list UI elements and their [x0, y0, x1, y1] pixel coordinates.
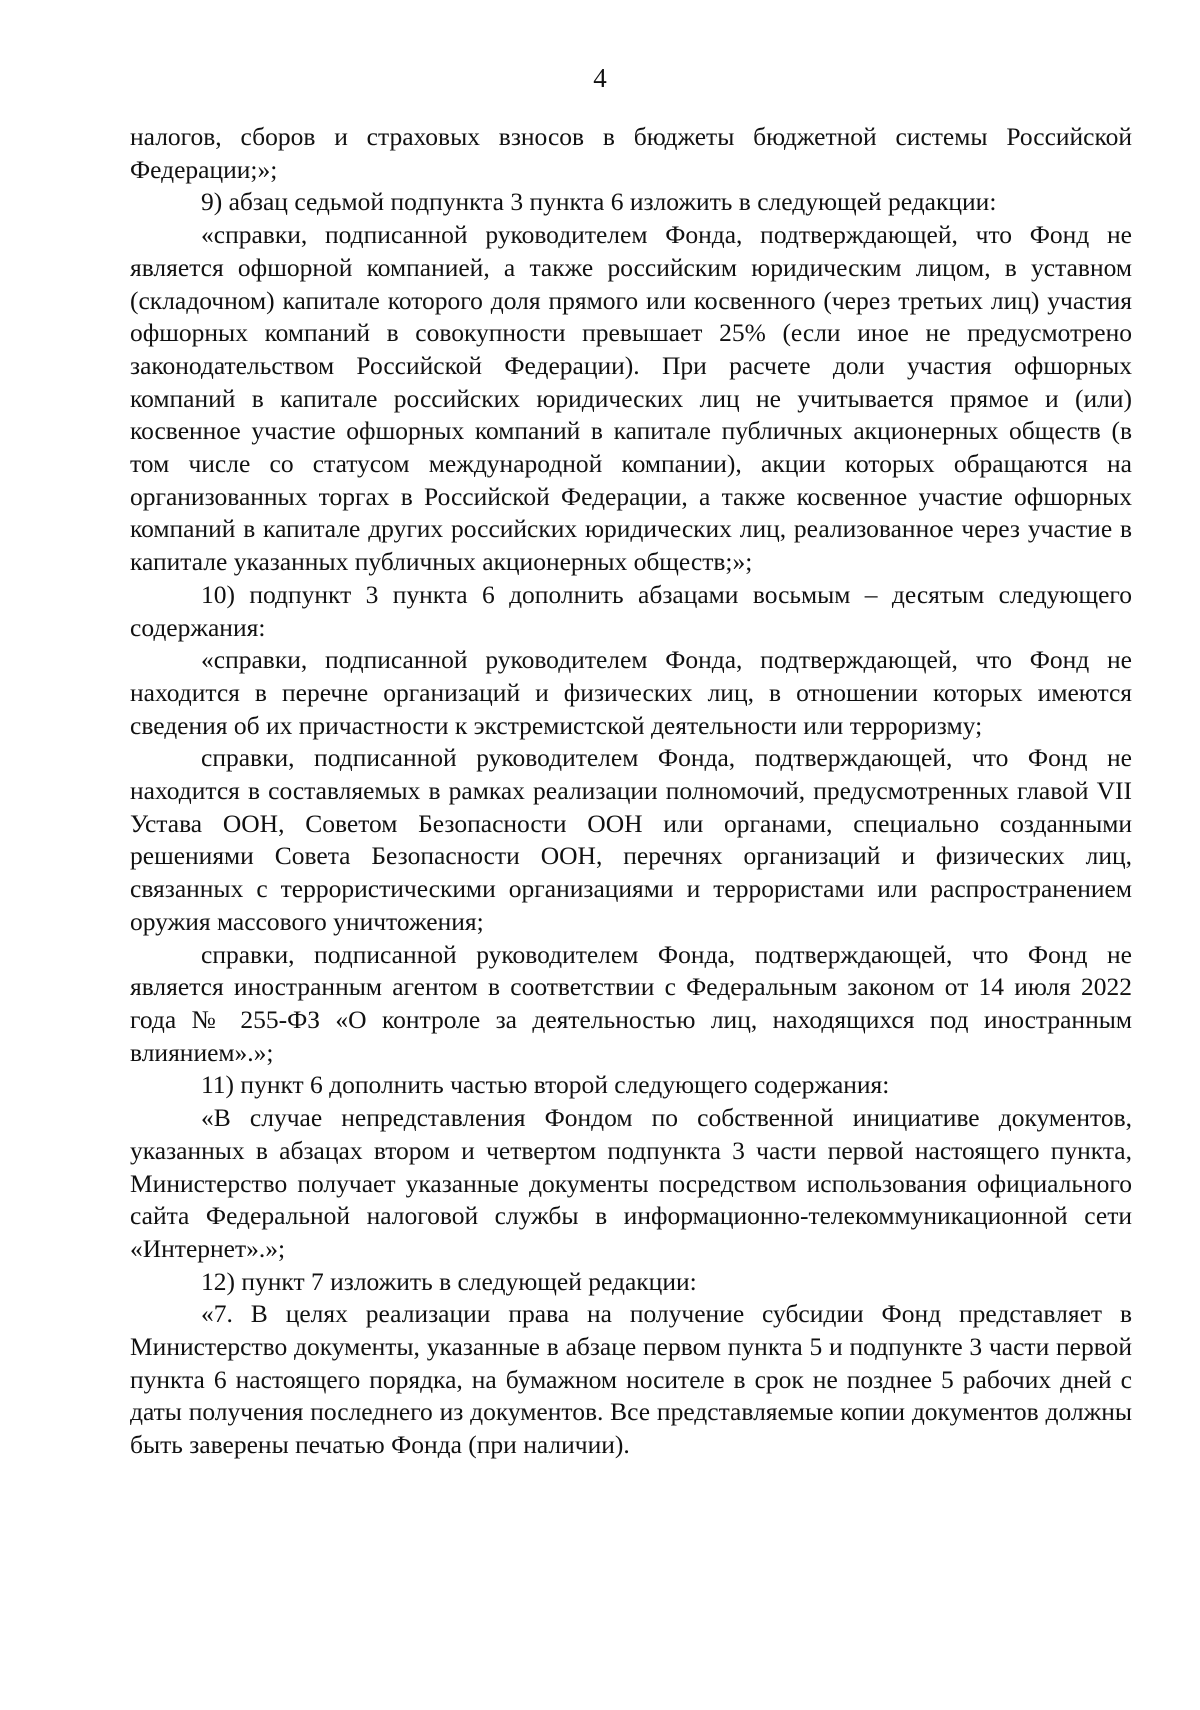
paragraph-8: 11) пункт 6 дополнить частью второй следующего содержания: — [201, 1070, 890, 1100]
paragraph-2: 9) абзац седьмой подпункта 3 пункта 6 изложить в следующей редакции: — [201, 187, 997, 217]
paragraph-4: 10) подпункт 3 пункта 6 дополнить абзацами восьмым – десятым следующего содержания: — [130, 579, 1132, 642]
paragraph-3: «справки, подписанной руководителем Фонда, подтверждающей, что Фонд не является офшорной компанией, а также российским юридическим лицом, в уставном (складочном) капитале которого доля прямого или косвенного (через третьих лиц) участия офшорных компаний в совокупности превышает 25% (если иное не предусмотрено законодательством Российской Федерации). При расчете доли участия офшорных компаний в капитале российских юридических лиц не учитывается прямое и (или) косвенное участие офшорных компаний в капитале публичных акционерных обществ (в том числе со статусом международной компании), акции которых обращаются на организованных торгах в Российской Федерации, а также косвенное участие офшорных компаний в капитале других российских юридических лиц, реализованное через участие в капитале указанных публичных акционерных обществ;»; — [130, 220, 1132, 577]
paragraph-7: справки, подписанной руководителем Фонда, подтверждающей, что Фонд не является иностранным агентом в соответствии с Федеральным законом от 14 июля 2022 года № 255-ФЗ «О контроле за деятельностью лиц, находящихся под иностранным влиянием».»; — [130, 939, 1132, 1067]
document-body — [130, 121, 1132, 1462]
paragraph-5: «справки, подписанной руководителем Фонда, подтверждающей, что Фонд не находится в перечне организаций и физических лиц, в отношении которых имеются сведения об их причастности к экстремистской деятельности или терроризму; — [130, 645, 1132, 740]
paragraph-1: налогов, сборов и страховых взносов в бюджеты бюджетной системы Российской Федерации;»; — [130, 122, 1132, 184]
page-number: 4 — [593, 63, 607, 93]
paragraph-10: 12) пункт 7 изложить в следующей редакции: — [201, 1266, 697, 1296]
paragraph-11: «7. В целях реализации права на получение субсидии Фонд представляет в Министерство документы, указанные в абзаце первом пункта 5 и подпункте 3 части первой пункта 6 настоящего порядка, на бумажном носителе в срок не позднее 5 рабочих дней с даты получения последнего из документов. Все представляемые копии документов должны быть заверены печатью Фонда (при наличии). — [130, 1299, 1132, 1460]
paragraph-6: справки, подписанной руководителем Фонда, подтверждающей, что Фонд не находится в составляемых в рамках реализации полномочий, предусмотренных главой VII Устава ООН, Советом Безопасности ООН или органами, специально созданными решениями Совета Безопасности ООН, перечнях организаций и физических лиц, связанных с террористическими организациями и террористами или распространением оружия массового уничтожения; — [130, 743, 1132, 936]
paragraph-9: «В случае непредставления Фондом по собственной инициативе документов, указанных в абзацах втором и четвертом подпункта 3 части первой настоящего пункта, Министерство получает указанные документы посредством использования официального сайта Федеральной налоговой службы в информационно-телекоммуникационной сети «Интернет».»; — [130, 1103, 1132, 1263]
